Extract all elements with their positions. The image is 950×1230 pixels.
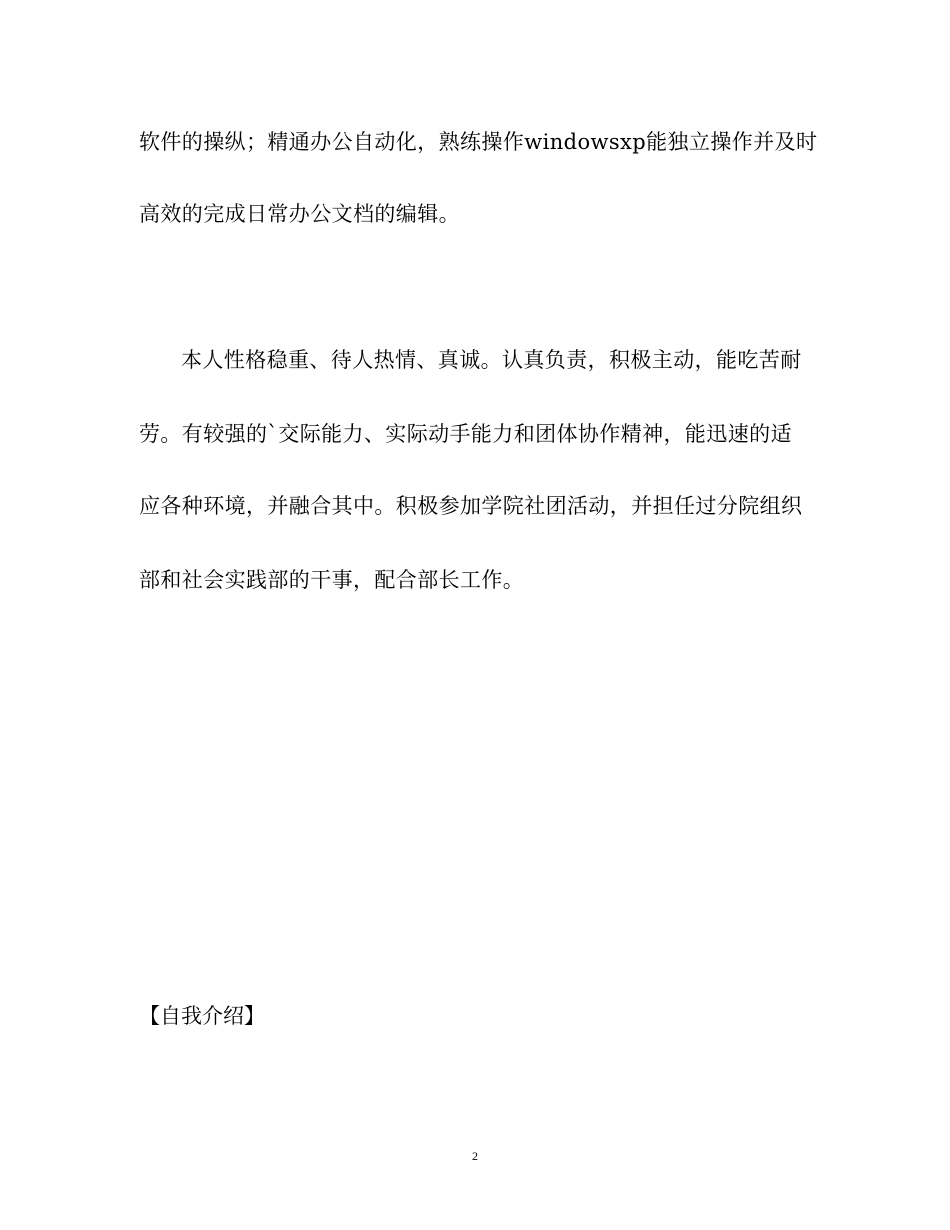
section-heading: 【自我介绍】 bbox=[139, 1004, 265, 1028]
paragraph1-line1: 软件的操纵；精通办公自动化，熟练操作windowsxp能独立操作并及时 bbox=[139, 130, 818, 154]
page-number: 2 bbox=[472, 1149, 478, 1163]
paragraph2-line1: 本人性格稳重、待人热情、真诚。认真负责，积极主动，能吃苦耐 bbox=[181, 348, 802, 372]
paragraph2-line3: 应各种环境，并融合其中。积极参加学院社团活动，并担任过分院组织 bbox=[139, 494, 803, 518]
paragraph2-line2: 劳。有较强的`交际能力、实际动手能力和团体协作精神，能迅速的适 bbox=[139, 422, 792, 446]
paragraph1-line2: 高效的完成日常办公文档的编辑。 bbox=[139, 202, 460, 226]
paragraph2-line4: 部和社会实践部的干事，配合部长工作。 bbox=[139, 568, 525, 592]
